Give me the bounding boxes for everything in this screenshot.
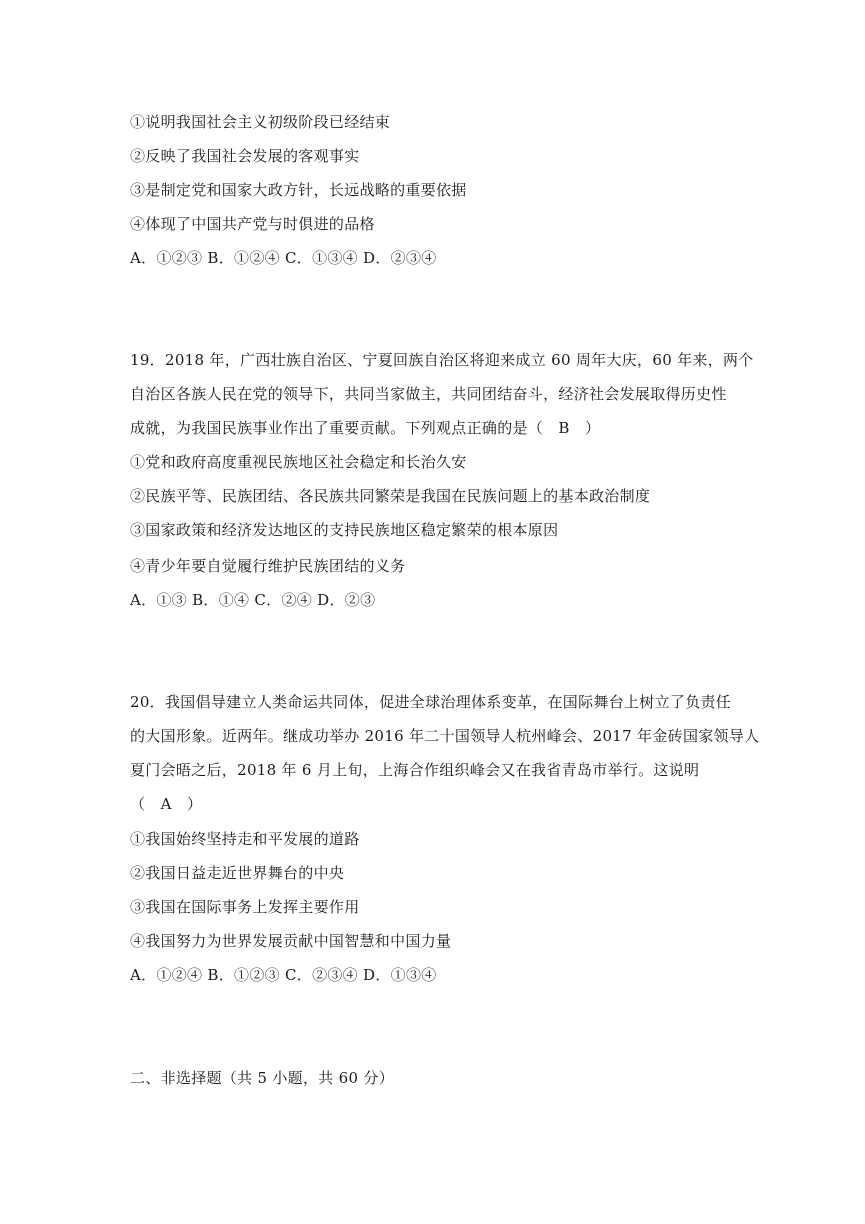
q19-option-3: ③国家政策和经济发达地区的支持民族地区稳定繁荣的根本原因: [130, 521, 559, 539]
section-2-heading: 二、非选择题（共 5 小题，共 60 分）: [130, 1069, 395, 1087]
q18-choices: A．①②③ B．①②④ C．①③④ D．②③④: [130, 249, 437, 267]
q19-option-2: ②民族平等、民族团结、各民族共同繁荣是我国在民族问题上的基本政治制度: [130, 487, 651, 505]
q19-option-1: ①党和政府高度重视民族地区社会稳定和长治久安: [130, 453, 467, 471]
q20-option-2: ②我国日益走近世界舞台的中央: [130, 864, 345, 882]
q20-stem-line-2: 的大国形象。近两年。继成功举办 2016 年二十国领导人杭州峰会、2017 年金砖国家领导人: [130, 727, 760, 745]
q20-stem-line-4: （ A ）: [130, 795, 203, 813]
q20-stem-line-1: 20．我国倡导建立人类命运共同体，促进全球治理体系变革，在国际舞台上树立了负责任: [130, 693, 732, 711]
q20-option-1: ①我国始终坚持走和平发展的道路: [130, 830, 360, 848]
q18-option-2: ②反映了我国社会发展的客观事实: [130, 147, 360, 165]
q19-stem-line-1: 19．2018 年，广西壮族自治区、宁夏回族自治区将迎来成立 60 周年大庆，60 年来，两个: [130, 351, 754, 369]
q19-choices: A．①③ B．①④ C．②④ D．②③: [130, 591, 376, 609]
q19-stem-line-2: 自治区各族人民在党的领导下，共同当家做主，共同团结奋斗，经济社会发展取得历史性: [130, 385, 727, 403]
q20-stem-line-3: 夏门会晤之后，2018 年 6 月上旬，上海合作组织峰会又在我省青岛市举行。这说明: [130, 761, 700, 779]
q20-option-4: ④我国努力为世界发展贡献中国智慧和中国力量: [130, 932, 452, 950]
q20-choices: A．①②④ B．①②③ C．②③④ D．①③④: [130, 966, 437, 984]
q19-stem-line-3: 成就，为我国民族事业作出了重要贡献。下列观点正确的是（ B ）: [130, 419, 601, 437]
q18-option-3: ③是制定党和国家大政方针，长远战略的重要依据: [130, 181, 467, 199]
q18-option-1: ①说明我国社会主义初级阶段已经结束: [130, 113, 391, 131]
q20-option-3: ③我国在国际事务上发挥主要作用: [130, 898, 360, 916]
q19-option-4: ④青少年要自觉履行维护民族团结的义务: [130, 557, 406, 575]
q18-option-4: ④体现了中国共产党与时俱进的品格: [130, 215, 375, 233]
